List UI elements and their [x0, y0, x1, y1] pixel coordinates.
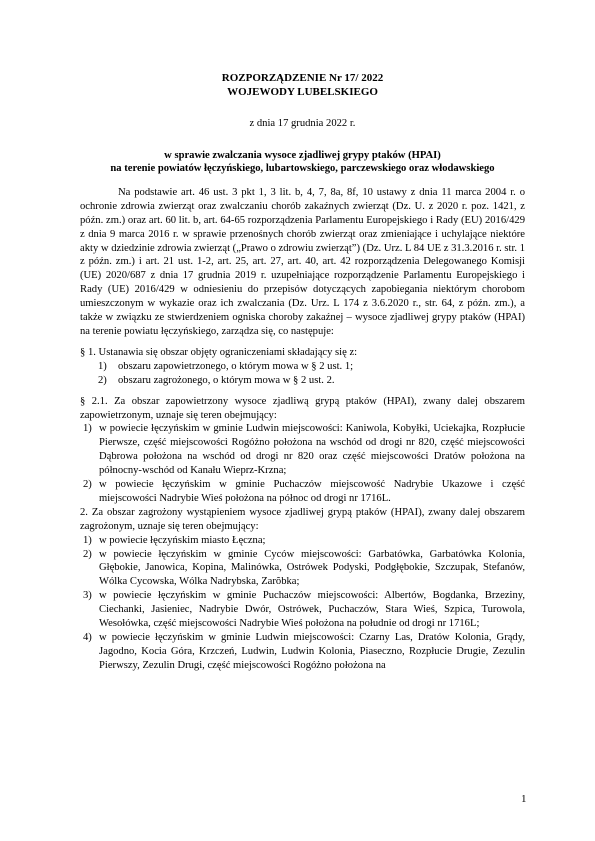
list-item: 1) w powiecie łęczyńskim miasto Łęczna;: [83, 534, 266, 546]
list-item: 2) w powiecie łęczyńskim w gminie Puchaczów miejscowość Nadrybie Ukazowe i część miejscowości Nadrybie Wieś położona na północ od drogi nr 1716L.: [83, 479, 525, 504]
section-2-list-2: [80, 534, 525, 673]
subject-line-2: na terenie powiatów łęczyńskiego, lubartowskiego, parczewskiego oraz włodawskiego: [110, 163, 495, 175]
document-title: [80, 71, 525, 99]
subject-line-1: w sprawie zwalczania wysoce zjadliwej grypy ptaków (HPAI): [164, 149, 441, 161]
document-body: [80, 71, 525, 673]
section-2-intro: § 2.1. Za obszar zapowietrzony wysoce zjadliwą grypą ptaków (HPAI), zwany dalej obszarem zapowietrzonym, uznaje się teren obejmujący:: [80, 395, 525, 421]
section-2-paragraph-2: 2. Za obszar zagrożony wystąpieniem wysoce zjadliwej grypą ptaków (HPAI), zwany dalej obszarem zagrożonym, uznaje się teren obejmujący:: [80, 506, 525, 532]
preamble: Na podstawie art. 46 ust. 3 pkt 1, 3 lit. b, 4, 7, 8a, 8f, 10 ustawy z dnia 11 marca 2004 r. o ochronie zdrowia zwierząt oraz zwalczaniu chorób zakaźnych zwierząt (Dz. U. z 2020 r. poz. 1421, z późn. zm.) oraz art. 60 lit. b, art. 64-65 rozporządzenia Parlamentu Europejskiego i Rady (EU) 2016/429 z dnia 9 marca 2016 r. w sprawie przenośnych chorób zwierząt oraz zmieniające i uchylające niektóre akty w dziedzinie zdrowia zwierząt („Prawo o zdrowiu zwierząt”) (Dz. Urz. L 84 UE z 31.3.2016 r. str. 1 z późn. zm.) i art. 21 ust. 1-2, art. 25, art. 27, art. 40, art. 42 rozporządzenia Delegowanego Komisji (UE) 2020/687 z dnia 17 grudnia 2019 r. uzupełniające rozporządzenie Parlamentu Europejskiego i Rady (UE) 2016/429 w odniesieniu do przepisów dotyczących zapobiegania niektórym chorobom umieszczonym w wykazie oraz ich zwalczania (Dz. Urz. L 174 z 3.6.2020 r., str. 64, z późn. zm.), a także w związku ze stwierdzeniem ogniska choroby zakaźnej – wysoce zjadliwej grypy ptaków (HPAI) na terenie powiatu łęczyńskiego, zarządza się, co następuje:: [80, 186, 525, 337]
section-1-intro: § 1. Ustanawia się obszar objęty ograniczeniami składający się z:: [80, 346, 358, 358]
document-date: z dnia 17 grudnia 2022 r.: [249, 118, 356, 129]
list-item: 1) obszaru zapowietrzonego, o którym mowa w § 2 ust. 1;: [98, 360, 354, 372]
document-subject: [80, 149, 525, 176]
section-1-list: [80, 360, 525, 388]
section-2-list-1: [80, 422, 525, 505]
title-line-2: WOJEWODY LUBELSKIEGO: [227, 86, 378, 98]
list-item: 2) w powiecie łęczyńskim w gminie Cyców miejscowości: Garbatówka, Garbatówka Kolonia, Głębokie, Janowica, Kopina, Malinówka, Ostrówek Podyski, Podgłębokie, Szczupak, Stefanów, Wólka Cycowska, Wólka Nadrybska, Zarõbka;: [83, 548, 525, 588]
page-number: 1: [521, 793, 527, 805]
list-item: 4) w powiecie łęczyńskim w gminie Ludwin miejscowości: Czarny Las, Dratów Kolonia, Grądy, Jagodno, Kocia Góra, Krzczeń, Ludwin, Ludwin Kolonia, Piaseczno, Rozpłucie Drugie, Zezulin Pierwszy, Zezulin Drugi, część miejscowości Rogóżno położona na: [83, 632, 525, 671]
title-line-1: ROZPORZĄDZENIE Nr 17/ 2022: [221, 72, 384, 84]
list-item: 1) w powiecie łęczyńskim w gminie Ludwin miejscowości: Kaniwola, Kobyłki, Uciekajka, Rozpłucie Pierwsze, część miejscowości Rogóżno położona na wschód od drogi nr 820, część miejscowości Dąbrowa położona na wschód od drogi nr 820 oraz część miejscowości Dratów położona na północny-wschód od Kanału Wieprz-Krzna;: [83, 423, 525, 477]
list-item: 3) w powiecie łęczyńskim w gminie Puchaczów miejscowości: Albertów, Bogdanka, Brzeziny, Ciechanki, Jasieniec, Nadrybie Dwór, Ostrówek, Puchaczów, Stara Wieś, Szpica, Turowola, Wesołówka, część miejscowości Nadrybie Wieś położona na południe od drogi nr 1716L;: [83, 590, 525, 630]
list-item: 2) obszaru zagrożonego, o którym mowa w § 2 ust. 2.: [98, 374, 335, 386]
